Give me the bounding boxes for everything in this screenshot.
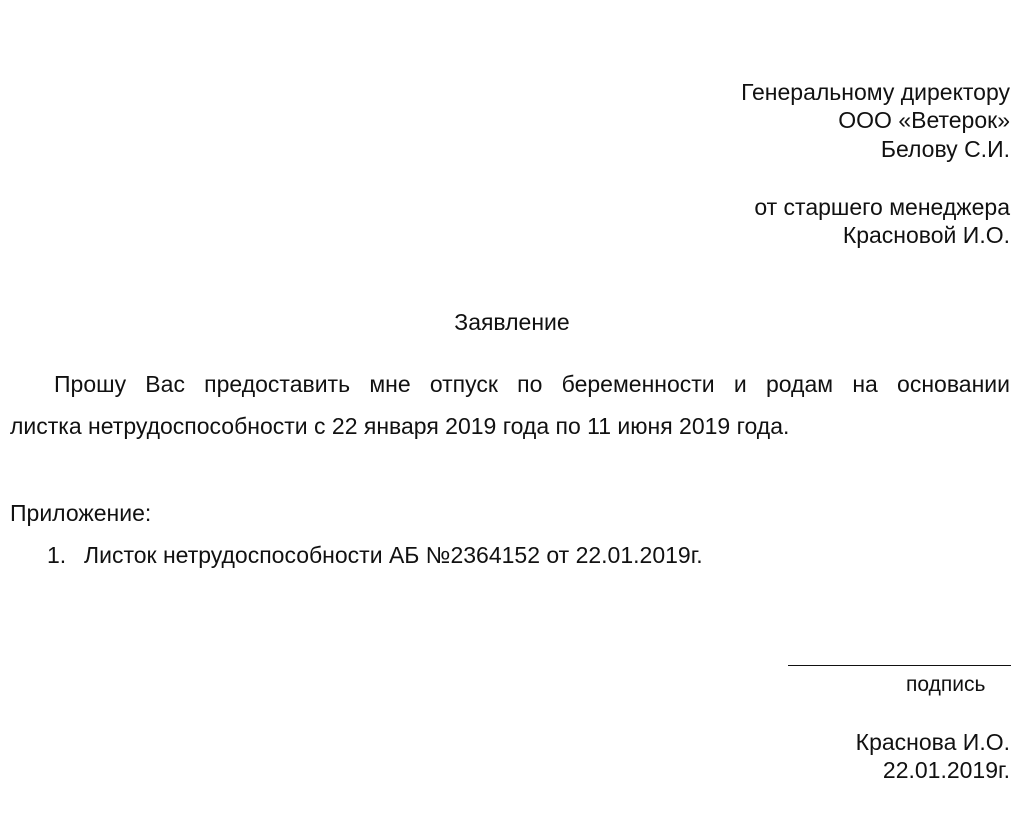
- sender-name: Красновой И.О.: [842, 222, 1010, 248]
- attachment-item-number: 1.: [47, 542, 67, 568]
- request-body-line-1: Прошу Вас предоставить мне отпуск по беременности и родам на основании: [54, 371, 1010, 397]
- attachments-heading: Приложение:: [10, 500, 152, 526]
- addressee-position: Генеральному директору: [741, 79, 1010, 105]
- signer-name: Краснова И.О.: [855, 729, 1010, 755]
- addressee-company: ООО «Ветерок»: [838, 107, 1010, 133]
- sender-position: от старшего менеджера: [754, 194, 1010, 220]
- signature-line: [788, 665, 1011, 666]
- signature-date: 22.01.2019г.: [882, 757, 1010, 783]
- request-body-line-2: листка нетрудоспособности с 22 января 2019 года по 11 июня 2019 года.: [10, 413, 790, 439]
- document-title: Заявление: [454, 309, 570, 335]
- attachment-item-text: Листок нетрудоспособности АБ №2364152 от 22.01.2019г.: [84, 542, 703, 568]
- addressee-name: Белову С.И.: [880, 136, 1010, 162]
- signature-caption: подпись: [906, 673, 986, 696]
